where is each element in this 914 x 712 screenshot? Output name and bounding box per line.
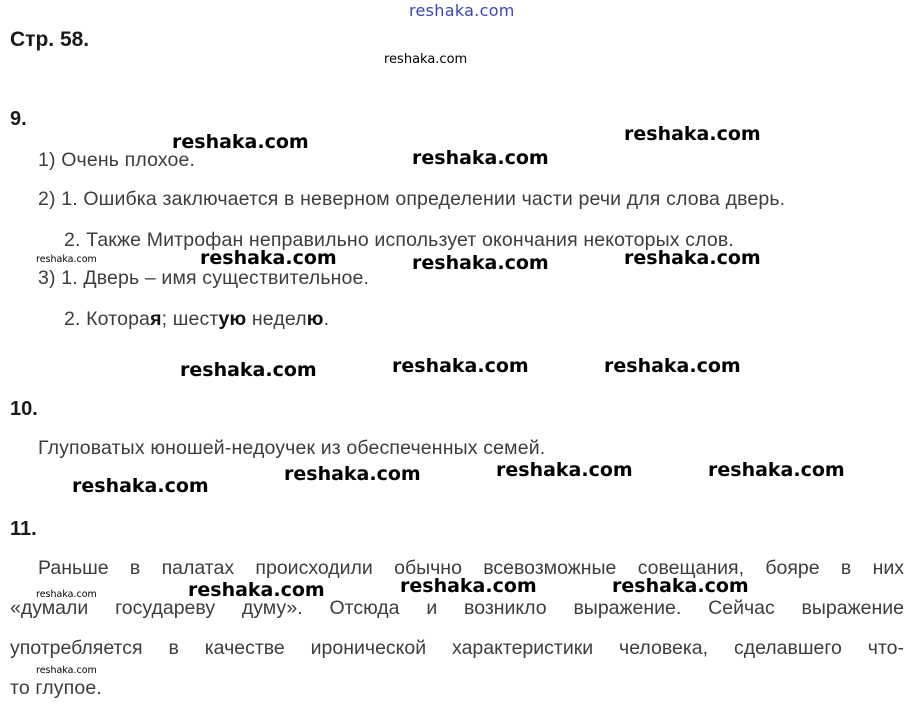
watermark: reshaka.com: [384, 52, 468, 67]
line5-prefix: 2. Котора: [64, 308, 151, 330]
ending-2: ую: [218, 308, 247, 330]
watermark: reshaka.com: [200, 247, 337, 269]
watermark: reshaka.com: [72, 475, 209, 497]
watermark: reshaka.com: [612, 575, 749, 597]
watermark: reshaka.com: [400, 575, 537, 597]
ending-3: ю: [306, 308, 324, 330]
ending-1: я: [150, 308, 162, 330]
watermark: reshaka.com: [284, 463, 421, 485]
watermark: reshaka.com: [172, 131, 309, 153]
watermark: reshaka.com: [188, 579, 325, 601]
watermark: reshaka.com: [624, 247, 761, 269]
watermark: reshaka.com: [36, 254, 97, 265]
task-9-line-1: 1) Очень плохое.: [38, 149, 196, 171]
watermark: reshaka.com: [624, 123, 761, 145]
watermark: reshaka.com: [392, 355, 529, 377]
watermark: reshaka.com: [708, 459, 845, 481]
line5-end: .: [323, 308, 330, 330]
line5-mid-2: недел: [246, 308, 307, 330]
task-11-line-4: то глупое.: [10, 677, 102, 699]
page-title: Стр. 58.: [10, 28, 90, 51]
watermark: reshaka.com: [604, 355, 741, 377]
line5-mid-1: ; шест: [161, 308, 219, 330]
task-9-line-5: [64, 308, 329, 331]
task-11-number: 11.: [10, 518, 37, 540]
watermark: reshaka.com: [412, 147, 549, 169]
task-11-line-3: употребляется в качестве иронической характеристики человека, сделавшего что-: [10, 637, 904, 659]
task-9-line-2: 2) 1. Ошибка заключается в неверном определении части речи для слова дверь.: [38, 188, 786, 210]
task-10-number: 10.: [10, 398, 38, 420]
task-11-line-2: «думали государеву думу». Отсюда и возникло выражение. Сейчас выражение: [10, 597, 904, 619]
task-9-line-3: 2. Также Митрофан неправильно использует окончания некоторых слов.: [64, 229, 734, 251]
site-mark-top: reshaka.com: [409, 1, 515, 20]
watermark: reshaka.com: [36, 589, 97, 600]
task-9-number: 9.: [10, 108, 27, 130]
watermark: reshaka.com: [496, 459, 633, 481]
task-11-line-1: Раньше в палатах происходили обычно всевозможные совещания, бояре в них: [38, 557, 904, 579]
task-10-line-1: Глуповатых юношей-недоучек из обеспеченных семей.: [38, 437, 546, 459]
task-9-line-4: 3) 1. Дверь – имя существительное.: [38, 267, 370, 289]
watermark: reshaka.com: [412, 252, 549, 274]
watermark: reshaka.com: [36, 665, 97, 676]
watermark: reshaka.com: [180, 359, 317, 381]
